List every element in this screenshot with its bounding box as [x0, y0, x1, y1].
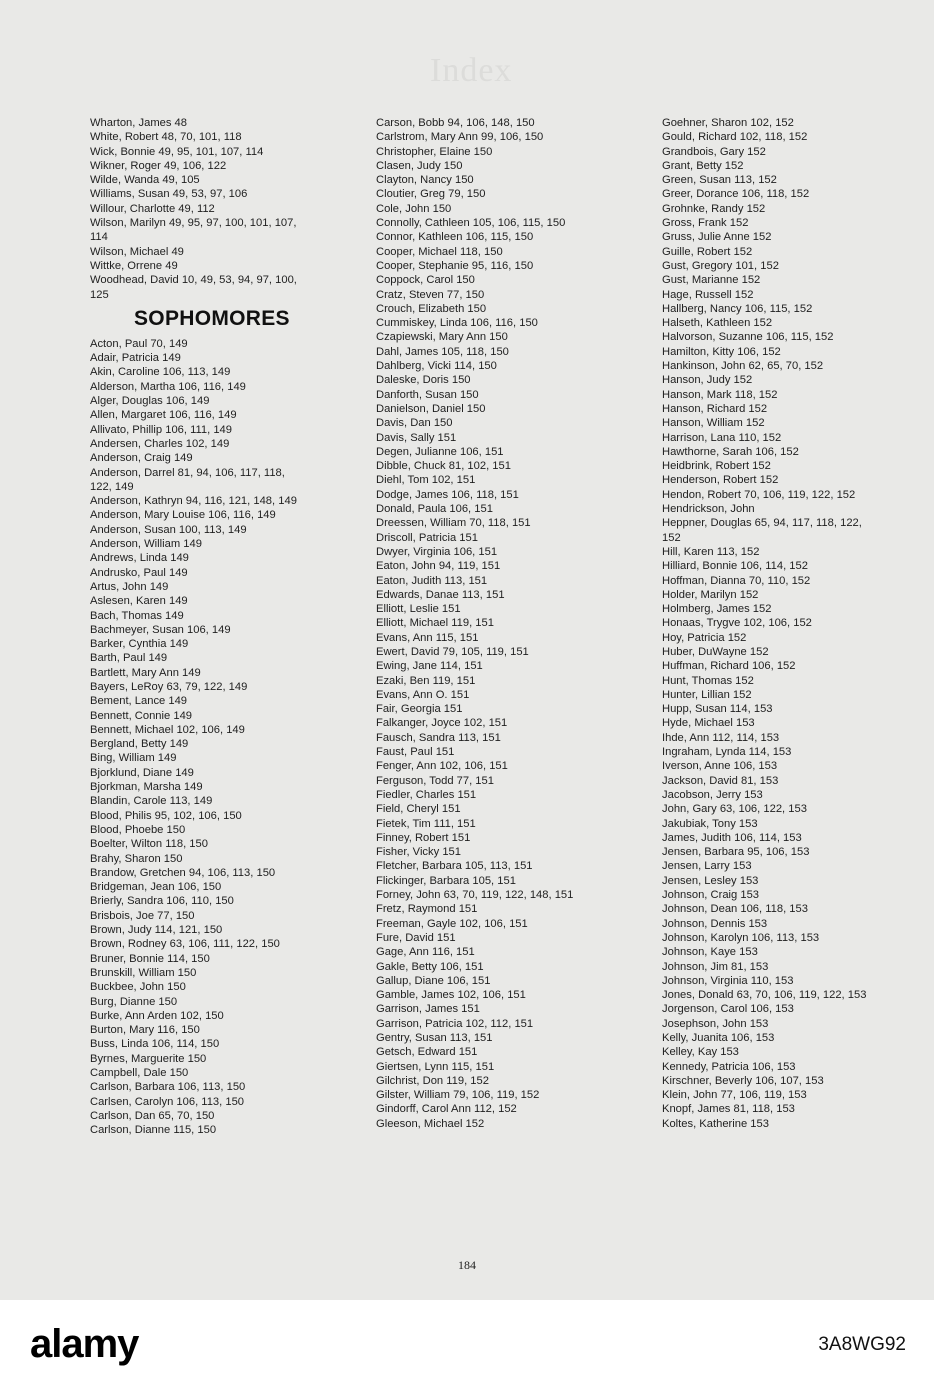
index-entry: Fisher, Vicky 151: [376, 846, 461, 859]
index-entry: Ihde, Ann 112, 114, 153: [662, 731, 780, 744]
index-entry: Bartlett, Mary Ann 149: [90, 666, 201, 679]
index-entry: Dodge, James 106, 118, 151: [376, 488, 519, 501]
index-entry: Eaton, Judith 113, 151: [376, 574, 488, 587]
index-entry: Gust, Gregory 101, 152: [662, 259, 779, 272]
index-entry: Gindorff, Carol Ann 112, 152: [376, 1103, 517, 1116]
index-entry: Bing, William 149: [90, 752, 177, 765]
index-entry: Barker, Cynthia 149: [90, 638, 189, 651]
index-entry: Iverson, Anne 106, 153: [662, 760, 778, 773]
index-entry: Hage, Russell 152: [662, 288, 754, 301]
index-entry: Diehl, Tom 102, 151: [376, 474, 476, 487]
index-entry: Anderson, Mary Louise 106, 116, 149: [90, 509, 276, 522]
index-entry: Andrews, Linda 149: [90, 552, 189, 565]
index-entry: Greer, Dorance 106, 118, 152: [662, 188, 810, 201]
index-entry: Goehner, Sharon 102, 152: [662, 117, 794, 129]
index-entry: Cummiskey, Linda 106, 116, 150: [376, 317, 538, 330]
index-entry: Jakubiak, Tony 153: [662, 817, 758, 830]
index-entry: Jensen, Barbara 95, 106, 153: [662, 846, 810, 859]
index-entry: Jorgenson, Carol 106, 153: [662, 1003, 794, 1016]
index-entry: Woodhead, David 10, 49, 53, 94, 97, 100,: [90, 274, 297, 287]
index-entry: Hankinson, John 62, 65, 70, 152: [662, 360, 824, 373]
index-entry: Czapiewski, Mary Ann 150: [376, 331, 508, 344]
index-entry: Jackson, David 81, 153: [662, 774, 779, 787]
index-entry: Allen, Margaret 106, 116, 149: [90, 409, 237, 422]
index-entry: Johnson, Kaye 153: [662, 946, 758, 959]
index-entry: Gilster, William 79, 106, 119, 152: [376, 1089, 540, 1102]
index-entry: Davis, Sally 151: [376, 431, 457, 444]
index-entry: Anderson, Craig 149: [90, 452, 193, 465]
index-entry: Artus, John 149: [90, 580, 169, 593]
index-entry: Cole, John 150: [376, 202, 452, 215]
index-entry: Anderson, Kathryn 94, 116, 121, 148, 149: [90, 495, 297, 508]
index-entry: Garrison, Patricia 102, 112, 151: [376, 1017, 534, 1030]
index-entry: Grohnke, Randy 152: [662, 202, 766, 215]
index-entry: Flickinger, Barbara 105, 151: [376, 874, 516, 887]
index-entry: Acton, Paul 70, 149: [90, 337, 188, 350]
index-entry: Daleske, Doris 150: [376, 374, 471, 387]
index-entry: Carlsen, Carolyn 106, 113, 150: [90, 1095, 245, 1108]
index-entry: Hanson, Judy 152: [662, 374, 753, 387]
page-number: 184: [458, 1258, 476, 1272]
index-entry: Wittke, Orrene 49: [90, 259, 178, 272]
index-entry: Heppner, Douglas 65, 94, 117, 118, 122,: [662, 517, 862, 530]
index-entry: Bennett, Connie 149: [90, 709, 193, 722]
index-entry: Gakle, Betty 106, 151: [376, 960, 484, 973]
index-entry: Connor, Kathleen 106, 115, 150: [376, 231, 534, 244]
index-entry: Willour, Charlotte 49, 112: [90, 202, 215, 215]
index-entry: Fair, Georgia 151: [376, 703, 463, 716]
stock-logo: alamy: [30, 1322, 139, 1366]
index-entry: Gruss, Julie Anne 152: [662, 231, 772, 244]
index-entry: Connolly, Cathleen 105, 106, 115, 150: [376, 217, 566, 230]
index-entry: Gould, Richard 102, 118, 152: [662, 131, 808, 144]
index-entry: Hendrickson, John: [662, 503, 755, 516]
index-entry: Hanson, Mark 118, 152: [662, 388, 778, 401]
index-entry: Hanson, William 152: [662, 417, 765, 430]
index-entry: Getsch, Edward 151: [376, 1046, 478, 1059]
index-entry: Hamilton, Kitty 106, 152: [662, 345, 781, 358]
index-entry: Alger, Douglas 106, 149: [90, 395, 210, 408]
index-entry: Danforth, Susan 150: [376, 388, 479, 401]
index-entry: Fletcher, Barbara 105, 113, 151: [376, 860, 533, 873]
index-entry: Gallup, Diane 106, 151: [376, 974, 491, 987]
index-entry: Bennett, Michael 102, 106, 149: [90, 723, 245, 736]
index-entry: Fure, David 151: [376, 931, 456, 944]
index-entry: Hunt, Thomas 152: [662, 674, 754, 687]
index-entry: Bjorkman, Marsha 149: [90, 781, 203, 794]
index-entry: Hanson, Richard 152: [662, 402, 768, 415]
index-entry: Wilson, Marilyn 49, 95, 97, 100, 101, 107,: [90, 217, 297, 230]
index-entry: Kelley, Kay 153: [662, 1046, 739, 1059]
index-entry: Henderson, Robert 152: [662, 474, 779, 487]
index-entry: Hilliard, Bonnie 106, 114, 152: [662, 560, 808, 573]
index-entry: Blandin, Carole 113, 149: [90, 795, 213, 808]
index-entry: Johnson, Virginia 110, 153: [662, 974, 794, 987]
index-entry: Grant, Betty 152: [662, 159, 744, 172]
index-entry: Finney, Robert 151: [376, 831, 471, 844]
index-entry: Johnson, Dennis 153: [662, 917, 768, 930]
index-entry: Johnson, Karolyn 106, 113, 153: [662, 931, 820, 944]
index-entry: Freeman, Gayle 102, 106, 151: [376, 917, 528, 930]
index-entry: Heidbrink, Robert 152: [662, 460, 771, 473]
index-entry: Hoy, Patricia 152: [662, 631, 747, 644]
index-entry: Christopher, Elaine 150: [376, 145, 493, 158]
index-entry: Dibble, Chuck 81, 102, 151: [376, 460, 511, 473]
index-entry: Bach, Thomas 149: [90, 609, 184, 622]
index-entry: Halvorson, Suzanne 106, 115, 152: [662, 331, 834, 344]
index-entry: Fausch, Sandra 113, 151: [376, 731, 501, 744]
index-entry: Williams, Susan 49, 53, 97, 106: [90, 188, 248, 201]
index-entry: Jensen, Larry 153: [662, 860, 752, 873]
index-entry: Burton, Mary 116, 150: [90, 1024, 200, 1037]
index-entry: Cratz, Steven 77, 150: [376, 288, 485, 301]
index-entry: Andersen, Charles 102, 149: [90, 437, 230, 450]
index-entry: Cooper, Michael 118, 150: [376, 245, 503, 258]
index-entry: Ewert, David 79, 105, 119, 151: [376, 645, 529, 658]
index-entry: Burg, Dianne 150: [90, 995, 178, 1008]
index-entry: Coppock, Carol 150: [376, 274, 475, 287]
index-entry: Green, Susan 113, 152: [662, 174, 777, 187]
index-entry: Brahy, Sharon 150: [90, 852, 183, 865]
index-list-top: [90, 116, 340, 302]
index-entry: Gust, Marianne 152: [662, 274, 761, 287]
index-entry: Brisbois, Joe 77, 150: [90, 909, 195, 922]
index-entry: Grandbois, Gary 152: [662, 145, 766, 158]
index-entry: Blood, Philis 95, 102, 106, 150: [90, 809, 242, 822]
index-entry: Gilchrist, Don 119, 152: [376, 1074, 489, 1087]
index-column-3: [662, 116, 902, 1131]
index-entry: Guille, Robert 152: [662, 245, 753, 258]
index-entry: Kennedy, Patricia 106, 153: [662, 1060, 796, 1073]
index-entry: Carlson, Dianne 115, 150: [90, 1124, 217, 1137]
index-entry: Carlson, Barbara 106, 113, 150: [90, 1081, 246, 1094]
index-list-column-2: [376, 116, 626, 1131]
index-entry: Fretz, Raymond 151: [376, 903, 478, 916]
index-entry: Eaton, John 94, 119, 151: [376, 560, 501, 573]
index-entry: Hupp, Susan 114, 153: [662, 703, 773, 716]
index-entry: Ferguson, Todd 77, 151: [376, 774, 494, 787]
index-entry: Holmberg, James 152: [662, 603, 772, 616]
index-entry: Brunskill, William 150: [90, 966, 197, 979]
index-entry: Carlson, Dan 65, 70, 150: [90, 1109, 215, 1122]
index-entry: Hendon, Robert 70, 106, 119, 122, 152: [662, 488, 856, 501]
index-column-2: [376, 116, 626, 1131]
index-entry: Evans, Ann O. 151: [376, 688, 470, 701]
index-entry: Campbell, Dale 150: [90, 1067, 189, 1079]
index-entry: 114: [90, 231, 108, 244]
index-entry: Huffman, Richard 106, 152: [662, 660, 796, 673]
index-entry: Wick, Bonnie 49, 95, 101, 107, 114: [90, 145, 264, 158]
index-entry: Blood, Phoebe 150: [90, 823, 186, 836]
index-entry: Fietek, Tim 111, 151: [376, 817, 476, 830]
index-entry: Johnson, Jim 81, 153: [662, 960, 769, 973]
index-entry: Danielson, Daniel 150: [376, 402, 486, 415]
index-entry: Adair, Patricia 149: [90, 352, 181, 365]
index-entry: Hawthorne, Sarah 106, 152: [662, 445, 799, 458]
index-entry: Crouch, Elizabeth 150: [376, 302, 487, 315]
index-entry: Buss, Linda 106, 114, 150: [90, 1038, 220, 1051]
index-entry: James, Judith 106, 114, 153: [662, 831, 802, 844]
index-entry: Buckbee, John 150: [90, 981, 186, 994]
index-entry: Dreessen, William 70, 118, 151: [376, 517, 531, 530]
index-entry: Brierly, Sandra 106, 110, 150: [90, 895, 234, 908]
index-entry: Jones, Donald 63, 70, 106, 119, 122, 153: [662, 989, 867, 1002]
index-entry: Brown, Rodney 63, 106, 111, 122, 150: [90, 938, 280, 951]
index-entry: 122, 149: [90, 480, 134, 493]
index-entry: Hill, Karen 113, 152: [662, 545, 760, 558]
index-entry: White, Robert 48, 70, 101, 118: [90, 131, 242, 144]
index-entry: Clayton, Nancy 150: [376, 174, 474, 187]
index-entry: Driscoll, Patricia 151: [376, 531, 478, 544]
index-entry: Brandow, Gretchen 94, 106, 113, 150: [90, 866, 276, 879]
index-entry: Falkanger, Joyce 102, 151: [376, 717, 508, 730]
index-entry: Knopf, James 81, 118, 153: [662, 1103, 795, 1116]
index-entry: Wharton, James 48: [90, 117, 188, 129]
index-entry: Byrnes, Marguerite 150: [90, 1052, 207, 1065]
stock-image-id: 3A8WG92: [818, 1334, 906, 1355]
index-entry: Gleeson, Michael 152: [376, 1117, 485, 1130]
index-entry: Boelter, Wilton 118, 150: [90, 838, 208, 851]
index-entry: Anderson, Darrel 81, 94, 106, 117, 118,: [90, 466, 285, 479]
index-list-sophomores: [90, 337, 340, 1138]
index-entry: Klein, John 77, 106, 119, 153: [662, 1089, 807, 1102]
index-entry: Kelly, Juanita 106, 153: [662, 1032, 775, 1044]
index-entry: 125: [90, 288, 109, 301]
index-entry: Allivato, Phillip 106, 111, 149: [90, 423, 233, 436]
index-entry: Fenger, Ann 102, 106, 151: [376, 760, 508, 773]
index-entry: Hoffman, Dianna 70, 110, 152: [662, 574, 811, 587]
index-entry: Andrusko, Paul 149: [90, 566, 188, 579]
index-entry: Josephson, John 153: [662, 1017, 769, 1030]
index-entry: Koltes, Katherine 153: [662, 1117, 769, 1130]
index-entry: Garrison, James 151: [376, 1003, 480, 1016]
index-entry: Anderson, William 149: [90, 538, 202, 551]
index-entry: Bergland, Betty 149: [90, 738, 189, 751]
index-entry: Davis, Dan 150: [376, 417, 453, 430]
index-entry: Bridgeman, Jean 106, 150: [90, 881, 222, 894]
index-entry: Cloutier, Greg 79, 150: [376, 188, 486, 201]
index-entry: Dahl, James 105, 118, 150: [376, 345, 509, 358]
faded-index-watermark: Index: [430, 52, 513, 89]
index-entry: Wikner, Roger 49, 106, 122: [90, 159, 227, 172]
section-heading-sophomores: SOPHOMORES: [134, 306, 290, 330]
index-entry: Wilde, Wanda 49, 105: [90, 174, 200, 187]
index-entry: Hunter, Lillian 152: [662, 688, 752, 701]
index-entry: Halseth, Kathleen 152: [662, 317, 773, 330]
index-entry: Alderson, Martha 106, 116, 149: [90, 380, 246, 393]
index-entry: Degen, Julianne 106, 151: [376, 445, 504, 458]
index-entry: Fiedler, Charles 151: [376, 788, 477, 801]
index-entry: Jacobson, Jerry 153: [662, 788, 763, 801]
index-entry: Brown, Judy 114, 121, 150: [90, 924, 223, 937]
index-entry: Bruner, Bonnie 114, 150: [90, 952, 210, 965]
index-entry: Kirschner, Beverly 106, 107, 153: [662, 1074, 824, 1087]
index-entry: Aslesen, Karen 149: [90, 595, 188, 608]
index-entry: Dwyer, Virginia 106, 151: [376, 545, 498, 558]
index-entry: Barth, Paul 149: [90, 652, 168, 665]
index-list-column-3: [662, 116, 902, 1131]
index-entry: Forney, John 63, 70, 119, 122, 148, 151: [376, 889, 574, 902]
index-entry: Evans, Ann 115, 151: [376, 631, 479, 644]
index-entry: Hallberg, Nancy 106, 115, 152: [662, 302, 813, 315]
index-entry: Elliott, Michael 119, 151: [376, 617, 494, 630]
index-entry: Anderson, Susan 100, 113, 149: [90, 523, 247, 536]
index-entry: Edwards, Danae 113, 151: [376, 588, 505, 601]
index-entry: Carson, Bobb 94, 106, 148, 150: [376, 117, 535, 129]
stock-watermark-bar: [0, 1300, 934, 1390]
index-entry: Harrison, Lana 110, 152: [662, 431, 782, 444]
index-entry: Holder, Marilyn 152: [662, 588, 759, 601]
index-entry: Bement, Lance 149: [90, 695, 188, 708]
index-entry: Field, Cheryl 151: [376, 803, 461, 816]
index-entry: Burke, Ann Arden 102, 150: [90, 1009, 224, 1022]
index-entry: Akin, Caroline 106, 113, 149: [90, 366, 231, 379]
index-entry: Ezaki, Ben 119, 151: [376, 674, 476, 687]
index-entry: Gross, Frank 152: [662, 217, 749, 230]
index-entry: Gentry, Susan 113, 151: [376, 1032, 493, 1044]
index-entry: 152: [662, 531, 681, 544]
index-entry: Donald, Paula 106, 151: [376, 503, 493, 516]
index-entry: John, Gary 63, 106, 122, 153: [662, 803, 807, 816]
index-column-1: [90, 116, 340, 1137]
index-entry: Wilson, Michael 49: [90, 245, 184, 258]
index-entry: Honaas, Trygve 102, 106, 152: [662, 617, 812, 630]
index-entry: Ewing, Jane 114, 151: [376, 660, 483, 673]
index-entry: Hyde, Michael 153: [662, 717, 755, 730]
index-entry: Bachmeyer, Susan 106, 149: [90, 623, 231, 636]
index-entry: Clasen, Judy 150: [376, 159, 463, 172]
index-entry: Johnson, Craig 153: [662, 889, 760, 902]
index-entry: Dahlberg, Vicki 114, 150: [376, 360, 497, 373]
index-entry: Bayers, LeRoy 63, 79, 122, 149: [90, 680, 248, 693]
index-entry: Cooper, Stephanie 95, 116, 150: [376, 259, 534, 272]
index-entry: Giertsen, Lynn 115, 151: [376, 1060, 495, 1073]
index-entry: Faust, Paul 151: [376, 746, 455, 759]
index-entry: Gage, Ann 116, 151: [376, 946, 475, 959]
index-entry: Jensen, Lesley 153: [662, 874, 759, 887]
index-entry: Bjorklund, Diane 149: [90, 766, 194, 779]
index-entry: Elliott, Leslie 151: [376, 603, 461, 616]
index-entry: Carlstrom, Mary Ann 99, 106, 150: [376, 131, 544, 144]
index-entry: Gamble, James 102, 106, 151: [376, 989, 526, 1002]
index-entry: Ingraham, Lynda 114, 153: [662, 746, 792, 759]
index-entry: Johnson, Dean 106, 118, 153: [662, 903, 808, 916]
index-entry: Huber, DuWayne 152: [662, 645, 769, 658]
